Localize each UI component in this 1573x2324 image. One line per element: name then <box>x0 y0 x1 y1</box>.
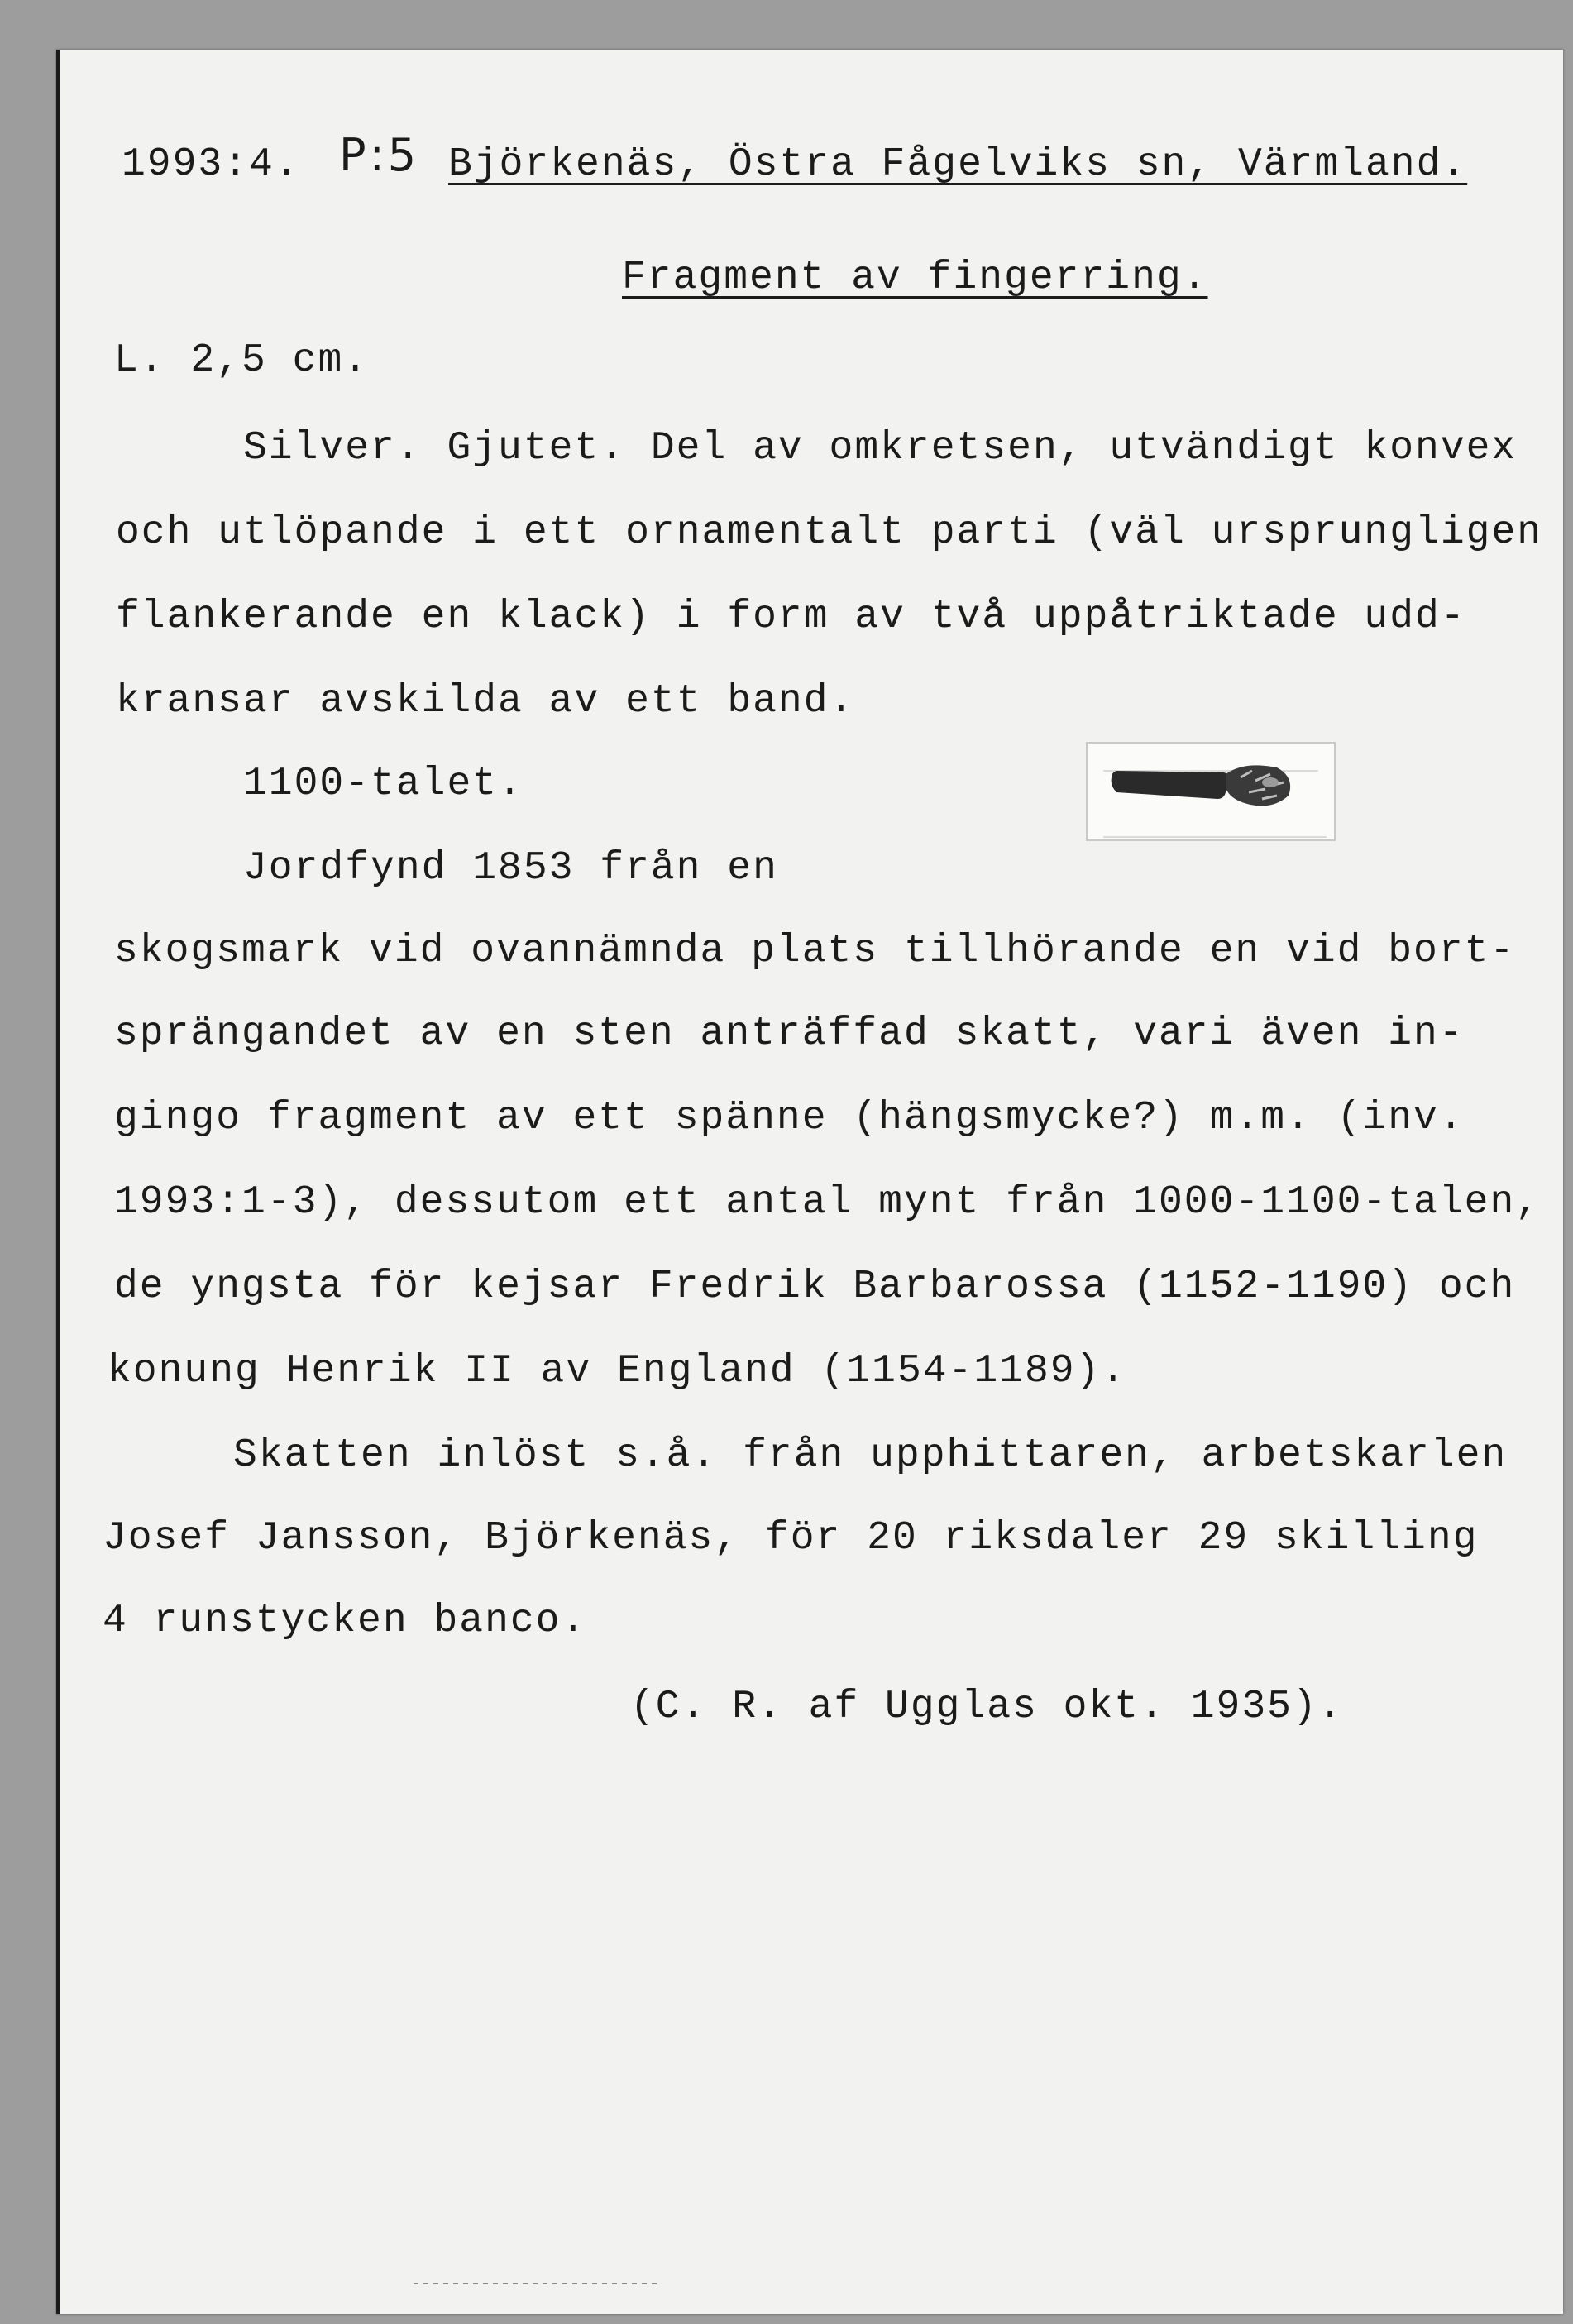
handwritten-reference: P:5 <box>339 129 420 181</box>
ring-fragment-photo <box>1078 738 1343 845</box>
find-line: konung Henrik II av England (1154-1189). <box>108 1349 1127 1394</box>
dating: 1100-talet. <box>243 762 524 806</box>
description-line: och utlöpande i ett ornamentalt parti (väl ursprungligen <box>116 510 1543 555</box>
description-line: flankerande en klack) i form av två uppåtriktade udd- <box>116 595 1466 639</box>
acquisition-line: Josef Jansson, Björkenäs, för 20 riksdaler 29 skilling <box>103 1516 1479 1561</box>
find-line: de yngsta för kejsar Fredrik Barbarossa (1152-1190) och <box>114 1265 1516 1309</box>
inventory-number: 1993:4. <box>122 142 300 187</box>
find-line: Jordfynd 1853 från en <box>243 846 778 891</box>
acquisition-line: 4 runstycken banco. <box>103 1599 587 1643</box>
find-line: sprängandet av en sten anträffad skatt, vari även in- <box>114 1011 1465 1056</box>
find-line: skogsmark vid ovannämnda plats tillhörande en vid bort- <box>114 929 1516 973</box>
description-line: Silver. Gjutet. Del av omkretsen, utvändigt konvex <box>243 426 1518 471</box>
catalog-card <box>56 50 1563 2314</box>
location-heading: Björkenäs, Östra Fågelviks sn, Värmland. <box>448 142 1468 187</box>
find-line: gingo fragment av ett spänne (hängsmycke?) m.m. (inv. <box>114 1096 1465 1140</box>
bottom-edge-mark <box>414 2283 662 2284</box>
acquisition-line: Skatten inlöst s.å. från upphittaren, arbetskarlen <box>233 1433 1508 1478</box>
object-title: Fragment av fingerring. <box>622 256 1208 300</box>
find-line: 1993:1-3), dessutom ett antal mynt från 1000-1100-talen, <box>114 1180 1542 1225</box>
measurement: L. 2,5 cm. <box>114 338 370 383</box>
description-line: kransar avskilda av ett band. <box>116 679 855 724</box>
author-signature: (C. R. af Ugglas okt. 1935). <box>630 1685 1344 1729</box>
